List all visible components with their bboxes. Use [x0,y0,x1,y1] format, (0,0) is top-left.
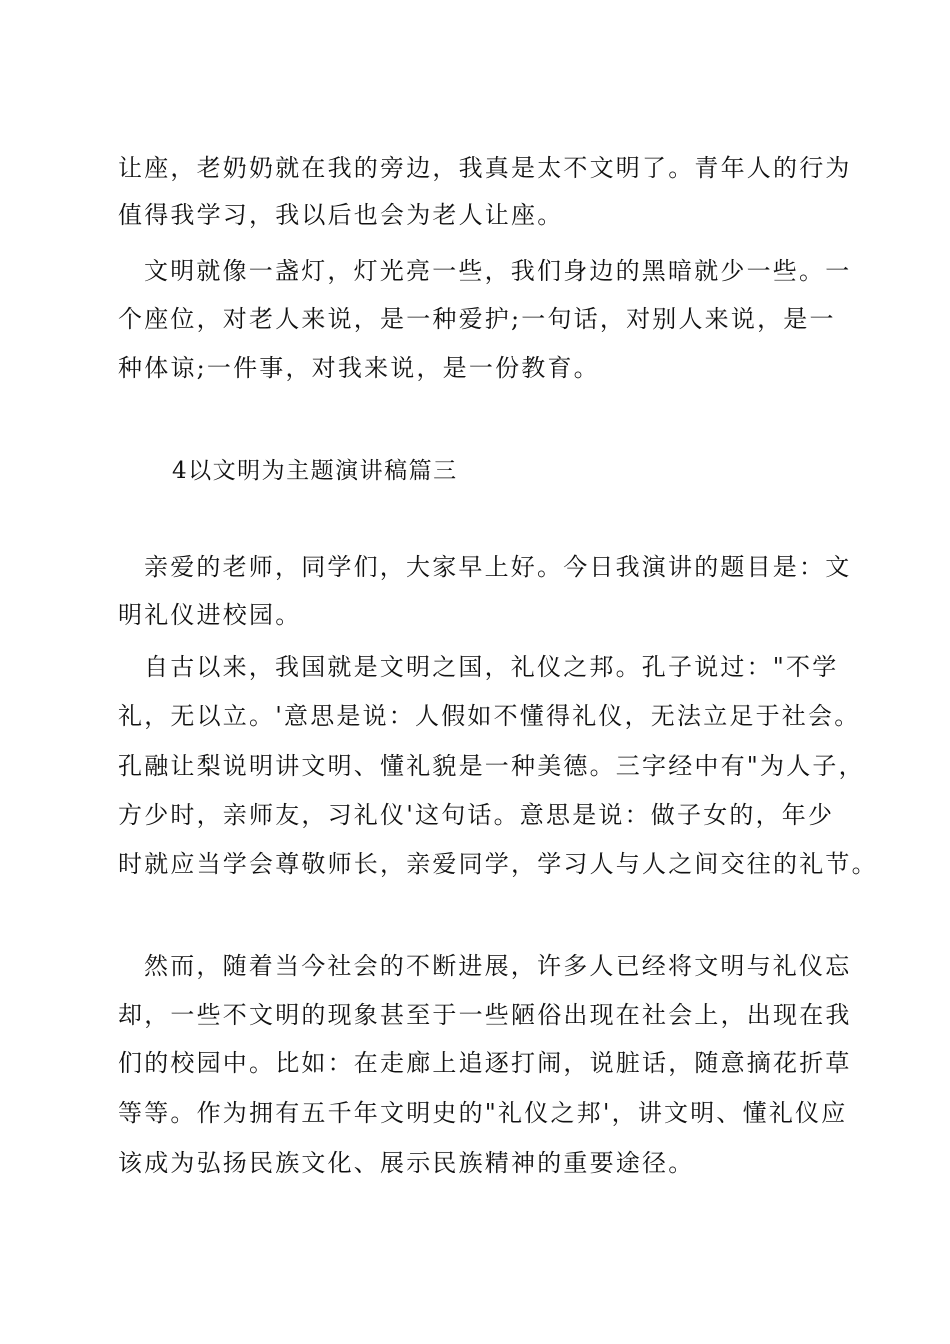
text-line: 值得我学习，我以后也会为老人让座。 [118,201,564,229]
section-heading: 4以文明为主题演讲稿篇三 [172,458,458,484]
text-line: 该成为弘扬民族文化、展示民族精神的重要途径。 [118,1149,695,1177]
text-line: 然而，随着当今社会的不断进展，许多人已经将文明与礼仪忘 [144,952,852,980]
text-line: 文明就像一盏灯，灯光亮一些，我们身边的黑暗就少一些。一 [144,257,852,285]
text-line: 礼，无以立。'意思是说：人假如不懂得礼仪，无法立足于社会。 [118,702,861,730]
text-line: 却，一些不文明的现象甚至于一些陋俗出现在社会上，出现在我 [118,1001,852,1029]
text-line: 方少时，亲师友，习礼仪'这句话。意思是说：做子女的，年少 [118,801,835,829]
text-line: 明礼仪进校园。 [118,601,302,629]
text-line: 让座，老奶奶就在我的旁边，我真是太不文明了。青年人的行为 [118,154,852,182]
text-line: 个座位，对老人来说，是一种爱护;一句话，对别人来说，是一 [118,305,836,333]
text-line: 等等。作为拥有五千年文明史的"礼仪之邦'，讲文明、懂礼仪应 [118,1099,848,1127]
text-line: 亲爱的老师，同学们，大家早上好。今日我演讲的题目是：文 [144,553,852,581]
text-line: 时就应当学会尊敬师长，亲爱同学，学习人与人之间交往的礼节。 [118,850,878,878]
text-line: 孔融让梨说明讲文明、懂礼貌是一种美德。三字经中有"为人子， [118,752,865,780]
text-line: 自古以来，我国就是文明之国，礼仪之邦。孔子说过："不学 [144,653,839,681]
text-line: 们的校园中。比如：在走廊上追逐打闹，说脏话，随意摘花折草 [118,1049,852,1077]
text-line: 种体谅;一件事，对我来说，是一份教育。 [118,354,600,382]
